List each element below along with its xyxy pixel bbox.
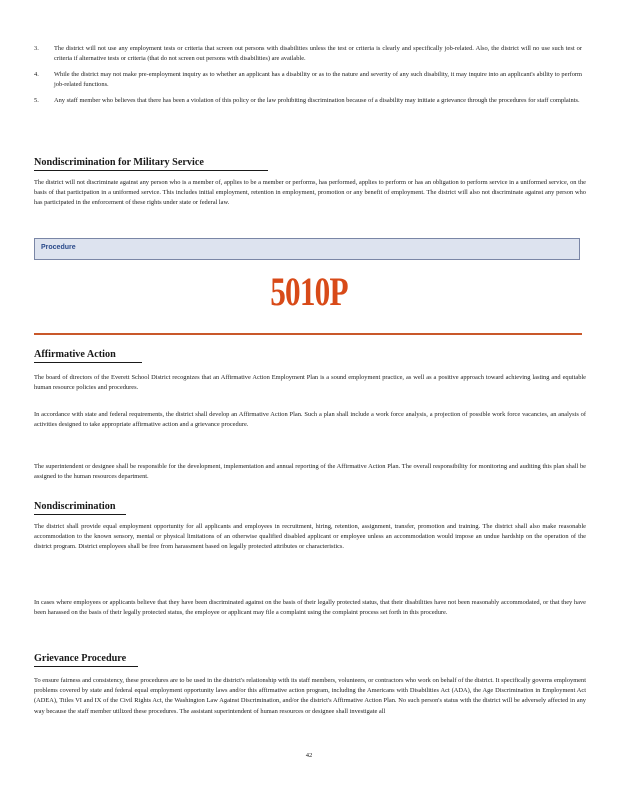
section-heading-nondiscrimination: Nondiscrimination (34, 500, 130, 515)
list-item (34, 96, 582, 106)
grievance-paragraph: To ensure fairness and consistency, these procedures are to be used in the district's relationship with its staff members, volunteers, or contractors who work on behalf of the district. It specifically governs employment problems covered by state and federal equal employment opportunity laws and/or this affirmative action program, including the Americans with Disabilities Act (ADA), the Age Discrimination in Employment Act (ADEA), Titles VI and IX of the Civil Rights Act, the Washington Law Against Discrimination, and/or the district's Affirmative Action Plan. No such person's status with the district will be adversely affected in any way because the staff member utilized these procedures. The assistant superintendent of human resources or designee shall investigate all (34, 677, 586, 715)
military-paragraph: The district will not discriminate against any person who is a member of, applies to be a member or performs, has performed, applies to perform or has an obligation to perform service in a uniformed service, on the basis of that participation in a uniformed service. This includes initial employment, retention in employment, promotion or any benefit of employment. The district will also not discriminate against any person who has participated in the enforcement of these rights under state or federal law. (34, 179, 586, 207)
list-item (34, 70, 582, 91)
list-item-text: Any staff member who believes that there has been a violation of this policy or the law prohibiting discrimination because of a disability may initiate a grievance through the procedures for staff complaints. (54, 96, 580, 104)
list-item-text: The district will not use any employment tests or criteria that screen out persons with disabilities unless the test or criteria is clearly and specifically job-related. Also, the district will no use such test or criteria if alternative tests or criteria (that do not screen out persons with disabilities) are available. (54, 45, 582, 63)
procedure-label: Procedure (41, 244, 76, 251)
section-heading-affirmative-action: Affirmative Action (34, 348, 146, 363)
page-number: 42 (305, 752, 313, 759)
list-item-number: 5. (34, 96, 39, 104)
section-heading-military: Nondiscrimination for Military Service (34, 156, 272, 171)
divider (34, 333, 582, 335)
list-item-text: While the district may not make pre-employment inquiry as to whether an applicant has a disability or as to the nature and severity of any such disability, it may inquire into an applicant's ability to perform job-related functions. (54, 70, 582, 89)
list-item-number: 3. (34, 45, 39, 52)
affirmative-paragraph-2: In accordance with state and federal requirements, the district shall develop an Affirmative Action Plan. Such a plan shall include a work force analysis, a projection of possible work force vacancies, an analysis of activities designed to take appropriate affirmative action and a grievance procedure. (34, 411, 586, 429)
numbered-list (34, 44, 582, 111)
section-heading-grievance: Grievance Procedure (34, 652, 142, 667)
list-item (34, 44, 582, 65)
nondiscrimination-paragraph-2: In cases where employees or applicants believe that they have been discriminated against on the basis of their legally protected status, that their disabilities have not been reasonably accommodated, or that they have been harassed on the basis of their legally protected status, the employee or applicant may file a complaint using the complaint process set forth in this procedure. (34, 599, 586, 617)
list-item-number: 4. (34, 70, 39, 78)
nondiscrimination-paragraph-1: The district shall provide equal employment opportunity for all applicants and employees in recruitment, hiring, retention, assignment, transfer, promotion and training. The district shall also make reasonable accommodation to the known sensory, mental or physical limitations of an otherwise qualified disabled applicant or employee unless an accommodation would impose an undue hardship on the operation of the district program. District employees shall be free from harassment based on legally protected attributes or characteristics. (34, 523, 586, 551)
affirmative-paragraph-3: The superintendent or designee shall be responsible for the development, implementation and annual reporting of the Affirmative Action Plan. The overall responsibility for monitoring and auditing this plan shall be assigned to the human resources department. (34, 463, 586, 481)
policy-number: 5010P (270, 269, 348, 314)
procedure-bar (34, 238, 580, 260)
affirmative-paragraph-1: The board of directors of the Everett School District recognizes that an Affirmative Action Employment Plan is a sound employment practice, as well as a positive approach toward achieving lasting and equitable human resource policies and procedures. (34, 374, 586, 392)
